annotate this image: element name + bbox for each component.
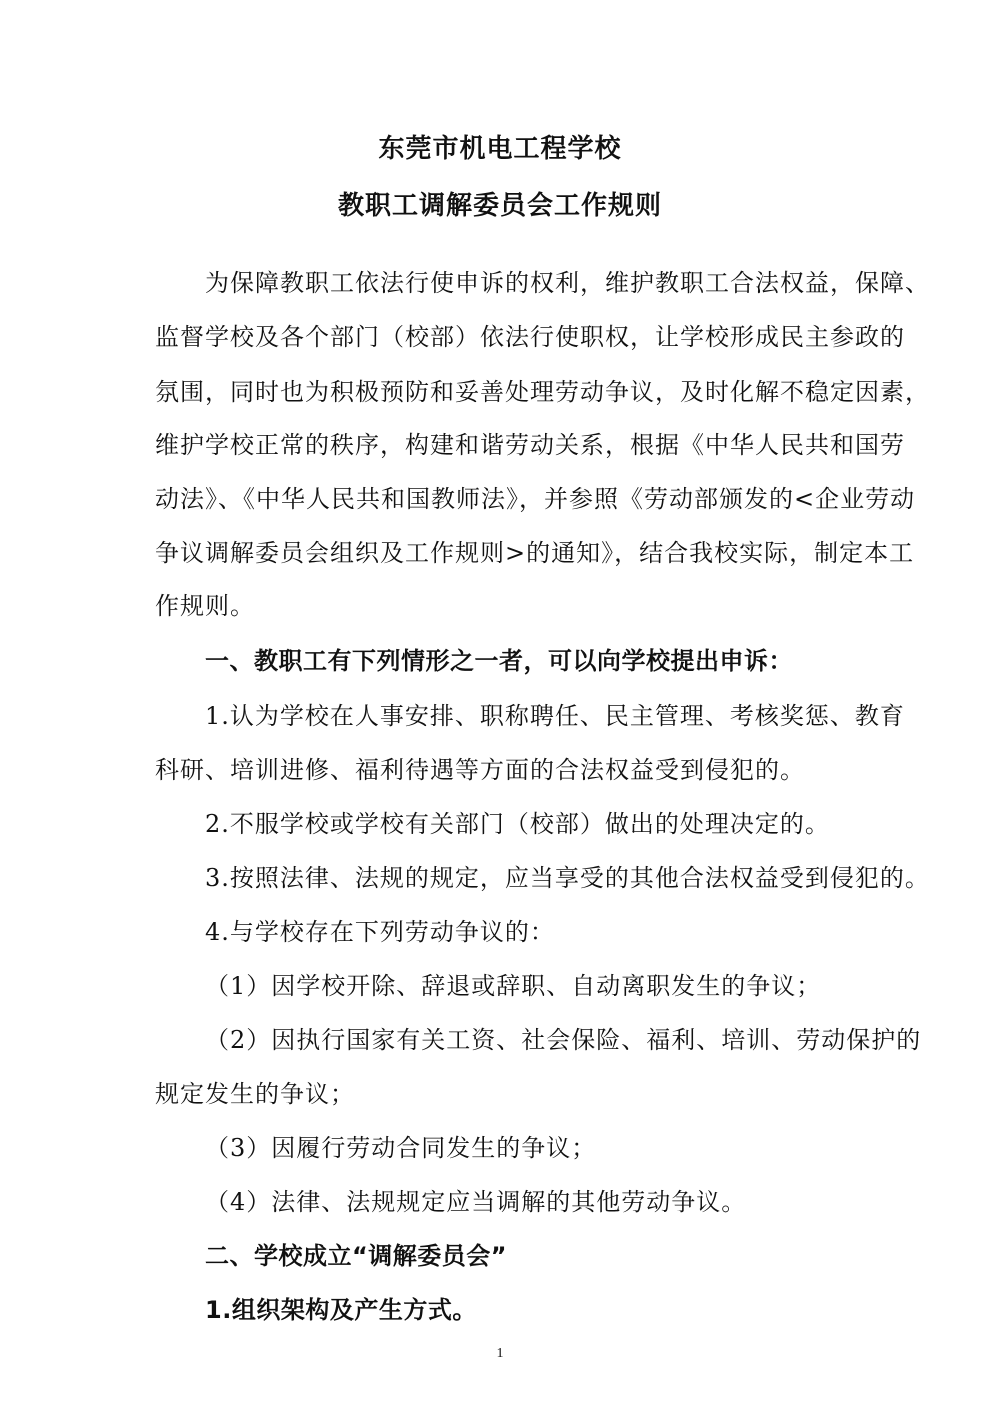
section1-item4: 4.与学校存在下列劳动争议的：	[205, 918, 555, 946]
intro-line-1: 为保障教职工依法行使申诉的权利，维护教职工合法权益，保障、	[205, 269, 930, 297]
section2-heading: 二、学校成立“调解委员会”	[205, 1242, 508, 1270]
intro-line-2: 监督学校及各个部门（校部）依法行使职权，让学校形成民主参政的	[155, 323, 905, 351]
section1-sub4: （4）法律、法规规定应当调解的其他劳动争议。	[205, 1188, 747, 1216]
section1-item3: 3.按照法律、法规的规定，应当享受的其他合法权益受到侵犯的。	[205, 864, 930, 892]
section1-sub3: （3）因履行劳动合同发生的争议；	[205, 1134, 597, 1162]
section1-sub2-line1: （2）因执行国家有关工资、社会保险、福利、培训、劳动保护的	[205, 1026, 922, 1054]
document-title-rules: 教职工调解委员会工作规则	[337, 191, 662, 221]
page-number: 1	[496, 1346, 504, 1361]
intro-line-5: 动法》、《中华人民共和国教师法》，并参照《劳动部颁发的<企业劳动	[155, 485, 916, 513]
intro-line-3: 氛围，同时也为积极预防和妥善处理劳动争议，及时化解不稳定因素，	[155, 378, 930, 406]
section1-sub2-line2: 规定发生的争议；	[155, 1080, 355, 1108]
section1-heading: 一、教职工有下列情形之一者，可以向学校提出申诉：	[205, 647, 793, 675]
intro-line-4: 维护学校正常的秩序，构建和谐劳动关系，根据《中华人民共和国劳	[155, 431, 905, 459]
section1-sub1: （1）因学校开除、辞退或辞职、自动离职发生的争议；	[205, 972, 822, 1000]
intro-line-7: 作规则。	[155, 592, 255, 620]
intro-line-6: 争议调解委员会组织及工作规则>的通知》，结合我校实际，制定本工	[155, 539, 915, 567]
section1-item1-line2: 科研、培训进修、福利待遇等方面的合法权益受到侵犯的。	[155, 756, 805, 784]
section2-subheading: 1.组织架构及产生方式。	[205, 1296, 477, 1324]
section1-item2: 2.不服学校或学校有关部门（校部）做出的处理决定的。	[205, 810, 830, 838]
section1-item1-line1: 1.认为学校在人事安排、职称聘任、民主管理、考核奖惩、教育	[205, 702, 905, 730]
document-title-school: 东莞市机电工程学校	[378, 134, 622, 164]
